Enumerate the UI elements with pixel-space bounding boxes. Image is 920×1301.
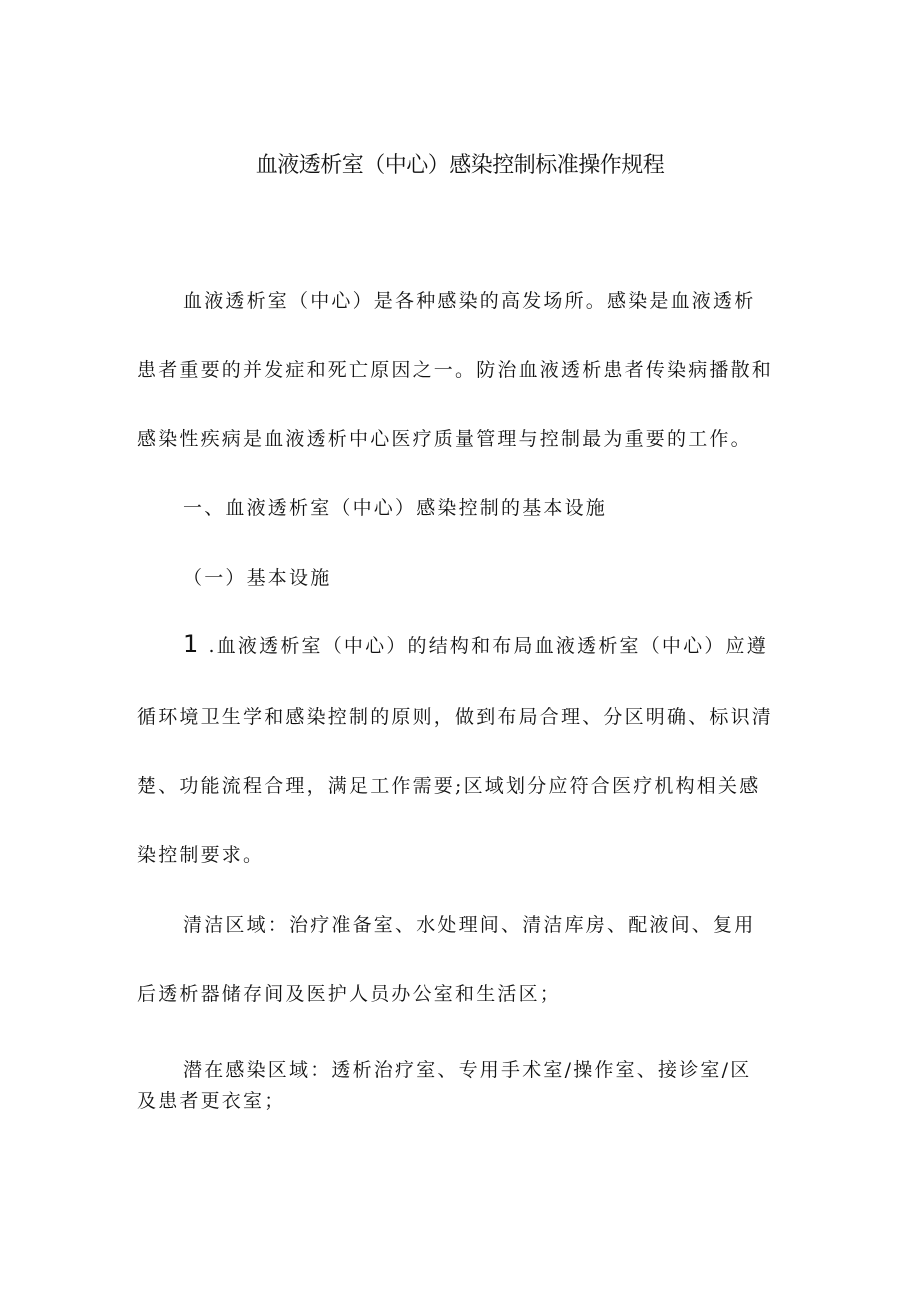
paragraph-line: 循环境卫生学和感染控制的原则，做到布局合理、分区明确、标识清 <box>137 706 774 728</box>
paragraph-line: 感染性疾病是血液透析中心医疗质量管理与控制最为重要的工作。 <box>137 428 752 450</box>
section-heading: 一、血液透析室（中心）感染控制的基本设施 <box>183 497 608 519</box>
paragraph-line: 潜在感染区域：透析治疗室、专用手术室/操作室、接诊室/区 <box>183 1059 752 1081</box>
paragraph-line: 患者重要的并发症和死亡原因之一。防治血液透析患者传染病播散和 <box>137 359 774 381</box>
item-text: .血液透析室（中心）的结构和布局血液透析室（中心）应遵 <box>208 635 768 657</box>
paragraph-line: 后透析器储存间及医护人员办公室和生活区； <box>137 983 562 1005</box>
paragraph-line: 染控制要求。 <box>137 844 265 866</box>
paragraph-line: 及患者更衣室； <box>137 1090 286 1112</box>
paragraph-line: 血液透析室（中心）是各种感染的高发场所。感染是血液透析 <box>183 290 756 312</box>
paragraph-line: 楚、功能流程合理，满足工作需要;区域划分应符合医疗机构相关感 <box>137 775 761 797</box>
paragraph-line: 清洁区域：治疗准备室、水处理间、清洁库房、配液间、复用 <box>183 914 756 936</box>
subsection-heading: （一）基本设施 <box>183 567 332 589</box>
item-number: 1 <box>183 630 201 658</box>
document-title: 血液透析室（中心）感染控制标准操作规程 <box>255 153 665 178</box>
paragraph-line <box>183 630 768 658</box>
